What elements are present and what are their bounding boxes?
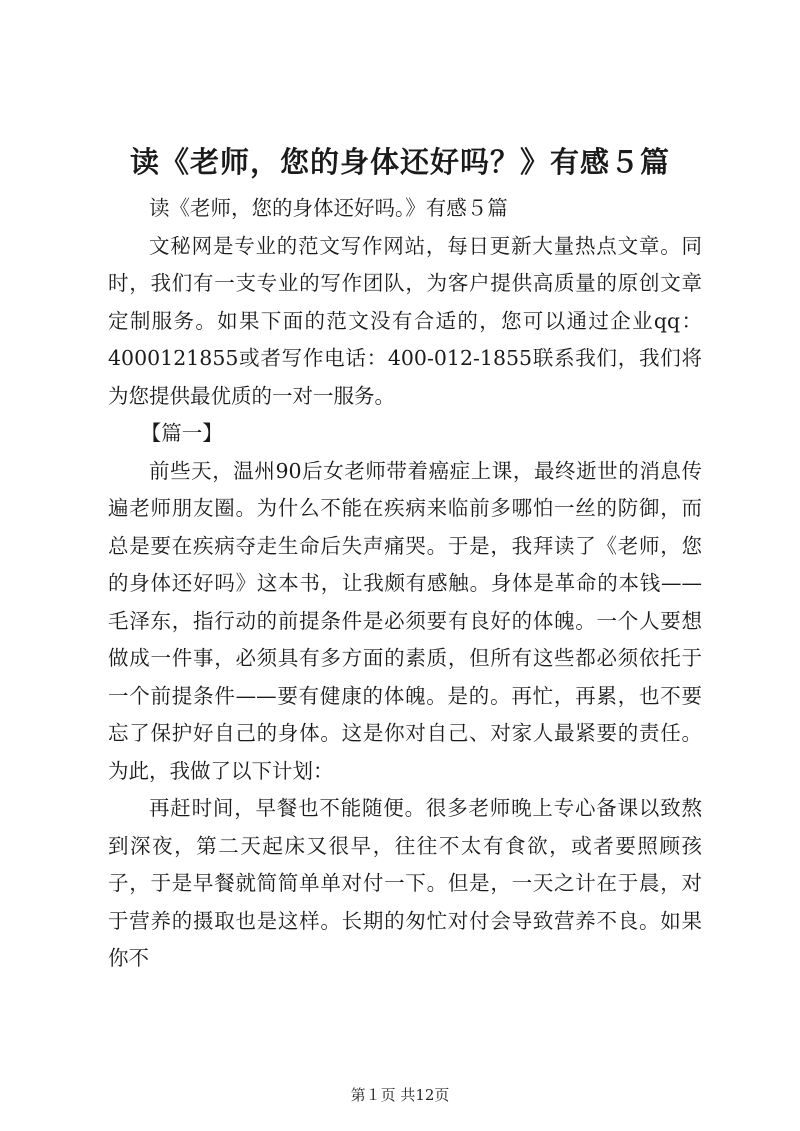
document-body (108, 190, 702, 978)
intro-paragraph: 文秘网是专业的范文写作网站，每日更新大量热点文章。同时，我们有一支专业的写作团队，为客户提供高质量的原创文章定制服务。如果下面的范文没有合适的，您可以通过企业qq：4000121855或者写作电话：400-012-1855联系我们，我们将为您提供最优质的一对一服务。 (108, 233, 702, 408)
body-paragraph: 再赶时间，早餐也不能随便。很多老师晚上专心备课以致熬到深夜，第二天起床又很早，往往不太有食欲，或者要照顾孩子，于是早餐就简简单单对付一下。但是，一天之计在于晨，对于营养的摄取也是这样。长期的匆忙对付会导致营养不良。如果你不 (108, 796, 702, 970)
page-footer: 第１页 共12页 (350, 1086, 450, 1104)
document-title: 读《老师，您的身体还好吗？》有感５篇 (129, 145, 670, 179)
subtitle-paragraph: 读《老师，您的身体还好吗。》有感５篇 (149, 196, 508, 220)
body-paragraph: 前些天，温州90后女老师带着癌症上课，最终逝世的消息传遍老师朋友圈。为什么不能在疾病来临前多哪怕一丝的防御，而总是要在疾病夺走生命后失声痛哭。于是，我拜读了《老师，您的身体还好吗》这本书，让我颇有感触。身体是革命的本钱——毛泽东，指行动的前提条件是必须要有良好的体魄。一个人要想做成一件事，必须具有多方面的素质，但所有这些都必须依托于一个前提条件——要有健康的体魄。是的。再忙，再累，也不要忘了保护好自己的身体。这是你对自己、对家人最紧要的责任。为此，我做了以下计划： (108, 458, 702, 783)
section-heading: 【篇一】 (140, 421, 223, 445)
